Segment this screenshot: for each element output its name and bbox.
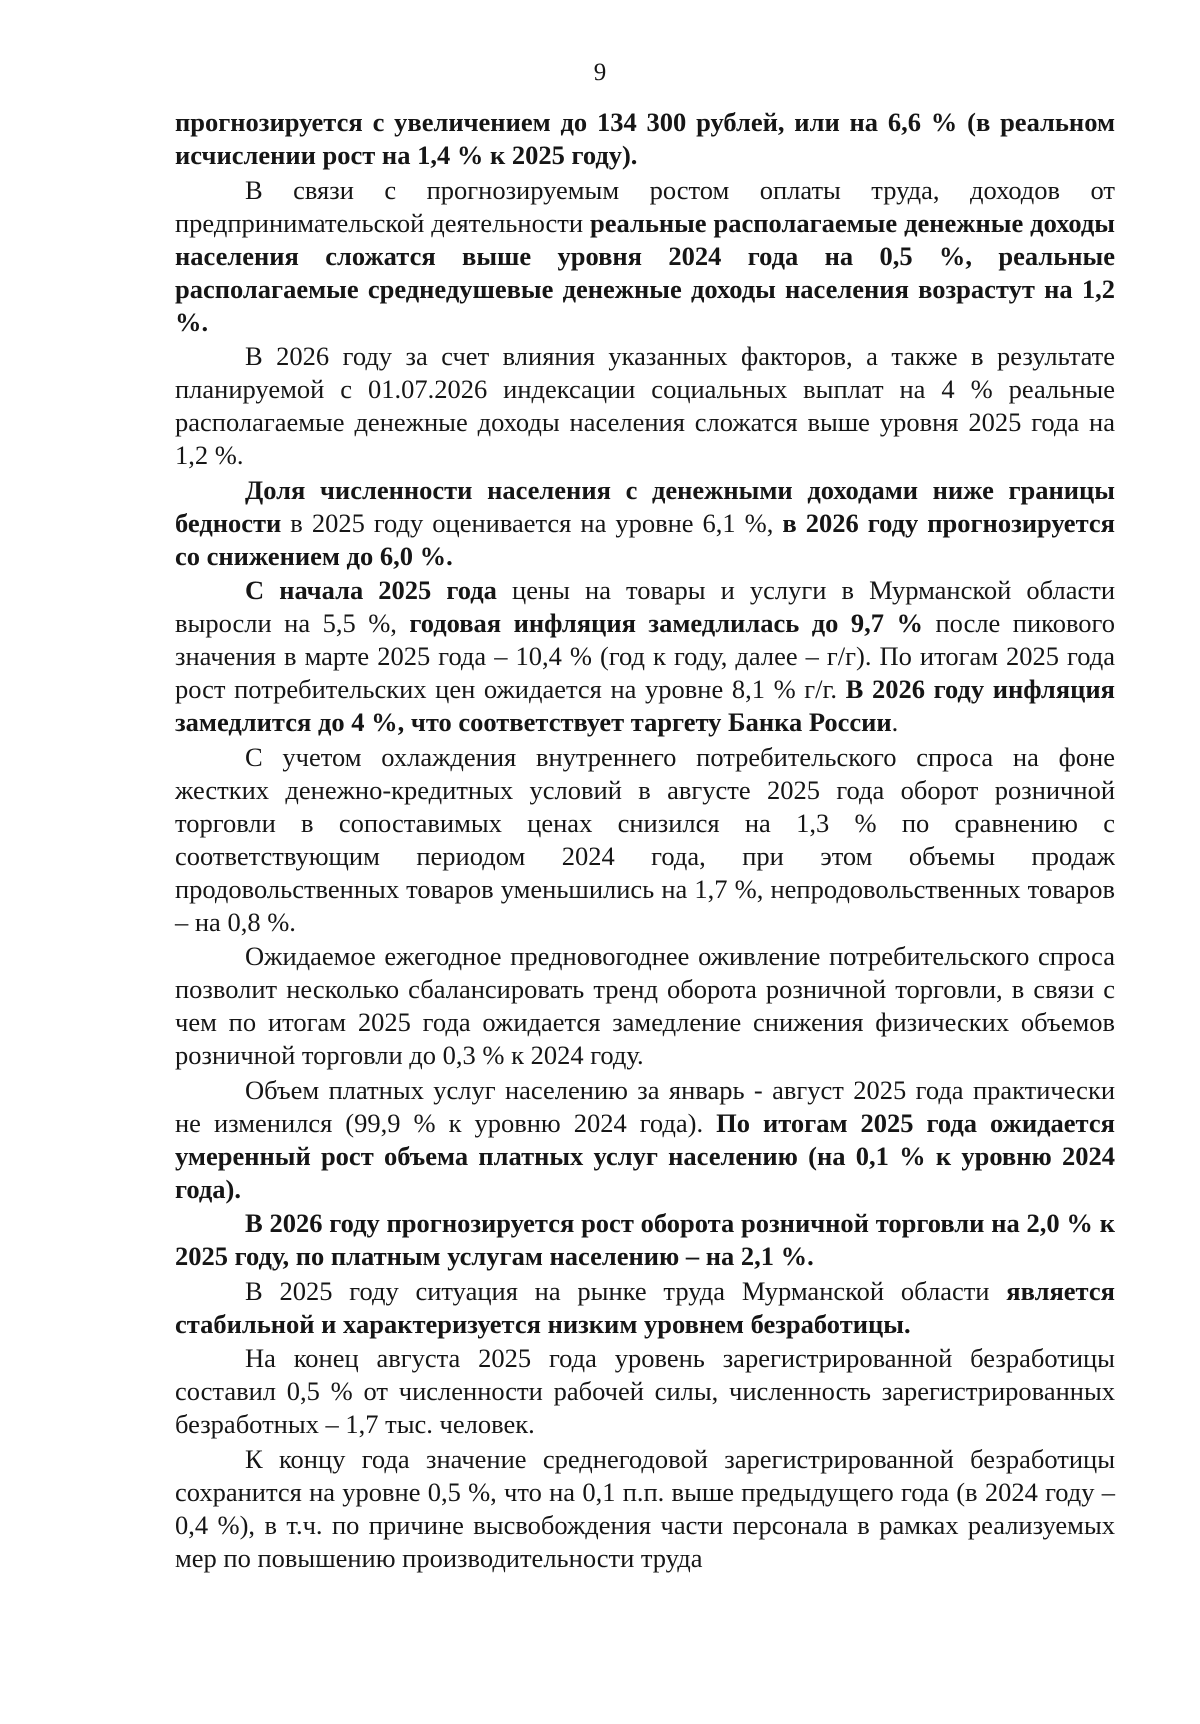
text-run: Ожидаемое ежегодное предновогоднее оживление потребительского спроса позволит несколько сбалансировать тренд оборота розничной торговли, в связи с чем по итогам 2025 года ожидается замедление снижения физических объемов розничной торговли до 0,3 % к 2024 году.: [175, 941, 1115, 1070]
text-run: С учетом охлаждения внутреннего потребительского спроса на фоне жестких денежно-кредитных условий в августе 2025 года оборот розничной торговли в сопоставимых ценах снизился на 1,3 % по сравнению с соответствующим периодом 2024 года, при этом объемы продаж продовольственных товаров уменьшились на 1,7 %, непродовольственных товаров – на 0,8 %.: [175, 741, 1115, 937]
text-run: Объем платных услуг населению за январь - август 2025 года практически не изменился (99,9 % к уровню 2024 года).: [175, 1074, 1115, 1138]
text-run: после пикового значения в марте 2025 года – 10,4 % (год к году, далее – г/г). По итогам 2025 года рост потребительских цен ожидается на уровне 8,1 % г/г.: [175, 608, 1115, 704]
bold-text-run: в 2026 году прогнозируется со снижением до 6,0 %.: [175, 507, 1116, 571]
text-run: цены на товары и услуги в Мурманской области выросли на 5,5 %,: [175, 575, 1116, 638]
paragraph-8: [175, 1074, 1115, 1206]
bold-text-run: В 2026 году инфляция замедлится до 4 %, что соответствует таргету Банка России: [175, 674, 1116, 737]
paragraph-12: [175, 1443, 1115, 1575]
paragraph-7: [175, 940, 1115, 1072]
bold-text-run: является стабильной и характеризуется низким уровнем безработицы.: [175, 1275, 1115, 1339]
text-run: На конец августа 2025 года уровень зарегистрированной безработицы составил 0,5 % от численности рабочей силы, численность зарегистрированных безработных – 1,7 тыс. человек.: [175, 1343, 1115, 1439]
bold-text-run: годовая инфляция замедлилась до 9,7 %: [409, 608, 923, 638]
bold-text-run: прогнозируется с увеличением до 134 300 рублей, или на 6,6 % (в реальном исчислении рост на 1,4 % к 2025 году).: [175, 107, 1115, 170]
bold-text-run: реальные располагаемые денежные доходы населения сложатся выше уровня 2024 года на 0,5 %, реальные располагаемые среднедушевые денежные доходы населения возрастут на 1,2 %.: [175, 207, 1116, 337]
bold-text-run: Доля численности населения с денежными доходами ниже границы бедности: [175, 474, 1115, 538]
text-run: .: [891, 707, 899, 737]
bold-text-run: В 2026 году прогнозируется рост оборота розничной торговли на 2,0 % к 2025 году, по платным услугам населению – на 2,1 %.: [175, 1208, 1115, 1271]
text-run: в 2025 году оценивается на уровне 6,1 %,: [281, 507, 783, 538]
document-body: [175, 106, 1115, 1576]
paragraph-4: [175, 474, 1115, 573]
paragraph-10: [175, 1275, 1115, 1341]
paragraph-2: [175, 174, 1115, 339]
paragraph-5: [175, 574, 1115, 739]
bold-text-run: С начала 2025 года: [245, 575, 497, 605]
paragraph-6: [175, 741, 1115, 939]
paragraph-3: [175, 340, 1115, 472]
text-run: В связи с прогнозируемым ростом оплаты труда, доходов от предпринимательской деятельности: [175, 174, 1115, 238]
paragraph-1: [175, 106, 1115, 172]
paragraph-9: [175, 1207, 1115, 1273]
bold-text-run: По итогам 2025 года ожидается умеренный рост объема платных услуг населению (на 0,1 % к уровню 2024 года).: [175, 1107, 1115, 1204]
text-run: К концу года значение среднегодовой зарегистрированной безработицы сохранится на уровне 0,5 %, что на 0,1 п.п. выше предыдущего года (в 2024 году – 0,4 %), в т.ч. по причине высвобождения части персонала в рамках реализуемых мер по повышению производительности труда: [175, 1443, 1115, 1573]
paragraph-11: [175, 1342, 1115, 1441]
text-run: В 2026 году за счет влияния указанных факторов, а также в результате планируемой с 01.07.2026 индексации социальных выплат на 4 % реальные располагаемые денежные доходы населения сложатся выше уровня 2025 года на 1,2 %.: [175, 341, 1115, 470]
page-number: 9: [593, 59, 607, 86]
text-run: В 2025 году ситуация на рынке труда Мурманской области: [245, 1275, 1007, 1306]
